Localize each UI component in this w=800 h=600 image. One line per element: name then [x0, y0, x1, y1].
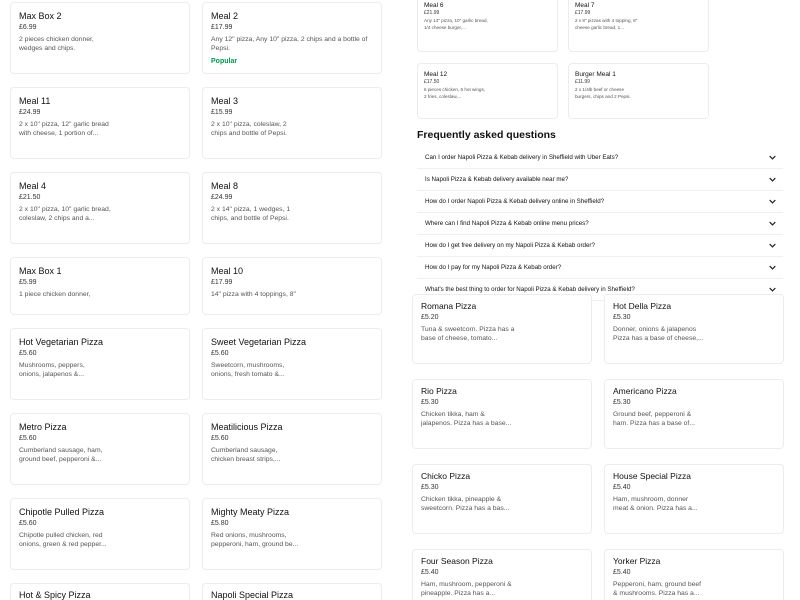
menu-item-card[interactable]	[10, 2, 190, 74]
menu-item-name: Four Season Pizza	[421, 556, 493, 566]
menu-item-description: 2 x 14" pizza, 1 wedges, 1 chips, and bottle of Pepsi.	[211, 206, 291, 222]
menu-item-description: Ground beef, pepperoni & ham. Pizza has a base of...	[613, 411, 695, 427]
menu-item-card[interactable]	[202, 498, 382, 570]
menu-item-card[interactable]	[412, 464, 592, 534]
menu-item-name: Mighty Meaty Pizza	[211, 507, 290, 517]
menu-item-card[interactable]	[202, 87, 382, 159]
menu-item-name: Americano Pizza	[613, 386, 677, 396]
menu-item-price: £17.99	[575, 10, 591, 16]
menu-item-card[interactable]	[10, 583, 190, 600]
chevron-down-icon[interactable]	[767, 219, 777, 229]
menu-item-description: 2 pieces chicken donner, wedges and chips.	[19, 36, 94, 52]
menu-item-price: £5.20	[421, 314, 439, 321]
chevron-down-icon[interactable]	[767, 241, 777, 251]
chevron-down-icon[interactable]	[767, 153, 777, 163]
menu-item-description: Sweetcorn, mushrooms, onions, fresh tomato &...	[211, 362, 285, 378]
menu-item-description: Cumberland sausage, ham, ground beef, pepperoni &...	[19, 447, 103, 463]
menu-item-card[interactable]	[10, 87, 190, 159]
faq-item[interactable]	[417, 257, 783, 279]
faq-item[interactable]	[417, 147, 783, 169]
menu-item-price: £24.99	[19, 109, 41, 116]
menu-item-card[interactable]	[10, 328, 190, 400]
menu-item-name: Meal 8	[211, 181, 239, 191]
menu-item-name: Hot Vegetarian Pizza	[19, 337, 104, 347]
menu-item-card[interactable]	[417, 0, 558, 52]
menu-item-price: £5.40	[613, 569, 631, 576]
menu-item-name: Sweet Vegetarian Pizza	[211, 337, 307, 347]
menu-item-name: Meal 7	[575, 2, 595, 9]
menu-item-name: Burger Meal 1	[575, 71, 616, 78]
menu-item-price: £21.50	[19, 194, 41, 201]
faq-heading: Frequently asked questions	[417, 129, 556, 141]
faq-item[interactable]	[417, 169, 783, 191]
menu-item-name: Chipotle Pulled Pizza	[19, 507, 105, 517]
menu-item-description: 2 x 1/4lb beef or cheese burgers, chips and 2 Pepsi.	[575, 87, 631, 99]
menu-item-name: Hot Della Pizza	[613, 301, 672, 311]
faq-question: What's the best thing to order for Napoli Pizza & Kebab delivery in Sheffield?	[425, 286, 635, 293]
menu-item-name: Metro Pizza	[19, 422, 67, 432]
menu-item-card[interactable]	[202, 583, 382, 600]
menu-item-card[interactable]	[202, 328, 382, 400]
menu-item-description: Red onions, mushrooms, pepperoni, ham, ground be...	[211, 532, 299, 548]
faq-question: How do I order Napoli Pizza & Kebab delivery online in Sheffield?	[425, 198, 605, 205]
menu-item-name: Max Box 1	[19, 266, 62, 276]
menu-item-card[interactable]	[10, 413, 190, 485]
menu-item-price: £21.99	[424, 10, 440, 16]
menu-item-name: Yorker Pizza	[613, 556, 661, 566]
menu-item-price: £5.40	[421, 569, 439, 576]
menu-item-description: 6 pieces chicken, 6 hot wings, 2 fries, coleslaw,...	[424, 87, 486, 99]
menu-item-price: £17.50	[424, 79, 440, 85]
menu-item-price: £6.99	[19, 24, 37, 31]
menu-item-price: £5.60	[19, 520, 37, 527]
menu-item-name: Romana Pizza	[421, 301, 477, 311]
faq-question: How do I get free delivery on my Napoli Pizza & Kebab order?	[425, 242, 595, 249]
menu-item-price: £5.30	[613, 314, 631, 321]
menu-item-card[interactable]	[412, 549, 592, 600]
menu-item-description: 2 x 10" pizza, 12" garlic bread with cheese, 1 portion of...	[19, 121, 109, 137]
menu-item-name: Hot & Spicy Pizza	[19, 590, 91, 600]
menu-item-price: £5.60	[19, 435, 37, 442]
menu-item-card[interactable]	[202, 413, 382, 485]
menu-item-card[interactable]	[202, 257, 382, 315]
menu-item-name: House Special Pizza	[613, 471, 691, 481]
menu-item-description: Ham, mushroom, pepperoni & pineapple. Pizza has a...	[421, 581, 512, 597]
menu-item-name: Napoli Special Pizza	[211, 590, 294, 600]
menu-item-name: Meal 4	[19, 181, 47, 191]
faq-question: How do I pay for my Napoli Pizza & Kebab order?	[425, 264, 562, 271]
faq-item[interactable]	[417, 235, 783, 257]
menu-item-name: Rio Pizza	[421, 386, 457, 396]
menu-item-price: £15.99	[211, 109, 233, 116]
menu-item-card[interactable]	[568, 0, 709, 52]
menu-item-price: £5.60	[211, 435, 229, 442]
menu-item-description: Chicken tikka, ham & jalapenos. Pizza has a base...	[421, 411, 512, 427]
menu-item-description: 14" pizza with 4 toppings, 8"	[211, 291, 296, 298]
chevron-down-icon[interactable]	[767, 175, 777, 185]
menu-item-price: £24.99	[211, 194, 233, 201]
faq-question: Is Napoli Pizza & Kebab delivery available near me?	[425, 176, 569, 183]
menu-item-description: Chipotle pulled chicken, red onions, green & red pepper...	[19, 532, 107, 548]
menu-item-name: Meal 11	[19, 96, 51, 106]
menu-item-description: Mushrooms, peppers, onions, jalapenos &...	[19, 362, 85, 378]
menu-item-description: 2 x 8" pizzas with 4 topping, 8" cheese garlic bread, 1...	[575, 18, 638, 30]
menu-item-name: Meatilicious Pizza	[211, 422, 283, 432]
menu-item-description: Tuna & sweetcorn. Pizza has a base of cheese, tomato...	[421, 326, 515, 342]
menu-item-name: Meal 10	[211, 266, 244, 276]
menu-item-card[interactable]	[202, 172, 382, 244]
faq-question: Can I order Napoli Pizza & Kebab delivery in Sheffield with Uber Eats?	[425, 154, 619, 161]
faq-question: Where can I find Napoli Pizza & Kebab online menu prices?	[425, 220, 589, 227]
menu-item-name: Meal 6	[424, 2, 444, 9]
menu-item-name: Chicko Pizza	[421, 471, 471, 481]
menu-item-card[interactable]	[604, 294, 784, 364]
menu-item-price: £17.99	[211, 24, 233, 31]
chevron-down-icon[interactable]	[767, 197, 777, 207]
menu-item-card[interactable]	[604, 464, 784, 534]
menu-item-description: 1 piece chicken donner,	[19, 291, 91, 298]
chevron-down-icon[interactable]	[767, 285, 777, 295]
menu-item-name: Meal 2	[211, 11, 239, 21]
menu-item-description: Pepperoni, ham, ground beef & mushrooms. Pizza has a...	[613, 581, 702, 597]
menu-item-card[interactable]	[568, 63, 709, 119]
faq-item[interactable]	[417, 191, 783, 213]
menu-item-card[interactable]	[412, 294, 592, 364]
menu-item-card[interactable]	[10, 172, 190, 244]
menu-item-name: Meal 12	[424, 71, 448, 78]
chevron-down-icon[interactable]	[767, 263, 777, 273]
menu-item-price: £5.60	[211, 350, 229, 357]
menu-item-card[interactable]	[412, 379, 592, 449]
menu-item-card[interactable]	[417, 63, 558, 119]
menu-item-card[interactable]	[202, 2, 382, 74]
menu-item-price: £5.60	[19, 350, 37, 357]
menu-item-name: Meal 3	[211, 96, 239, 106]
menu-item-price: £5.30	[613, 399, 631, 406]
menu-item-description: Chicken tikka, pineapple & sweetcorn. Pizza has a bas...	[421, 496, 510, 512]
menu-item-description: Donner, onions & jalapenos Pizza has a base of cheese,...	[613, 326, 704, 342]
menu-item-description: Cumberland sausage, chicken breast strips,...	[211, 447, 281, 463]
menu-item-card[interactable]	[604, 379, 784, 449]
menu-item-card[interactable]	[10, 498, 190, 570]
menu-item-price: £5.30	[421, 484, 439, 491]
menu-item-card[interactable]	[604, 549, 784, 600]
faq-item[interactable]	[417, 213, 783, 235]
menu-item-name: Max Box 2	[19, 11, 62, 21]
menu-item-price: £5.80	[211, 520, 229, 527]
menu-item-description: 2 x 10" pizza, coleslaw, 2 chips and bottle of Pepsi.	[211, 121, 287, 137]
menu-item-price: £17.99	[211, 279, 233, 286]
menu-item-price: £5.40	[613, 484, 631, 491]
popular-badge: Popular	[211, 58, 238, 65]
menu-item-description: Any 12" pizza, Any 10" pizza, 2 chips and a bottle of Pepsi.	[211, 36, 368, 52]
menu-item-card[interactable]	[10, 257, 190, 315]
menu-item-price: £5.99	[19, 279, 37, 286]
menu-item-price: £5.30	[421, 399, 439, 406]
menu-item-description: Any 14" pizza, 10" garlic bread, 1/4 cheese burger,...	[424, 18, 488, 30]
menu-item-description: 2 x 10" pizza, 10" garlic bread, coleslaw, 2 chips and a...	[19, 206, 111, 222]
menu-item-description: Ham, mushroom, donner meat & onion. Pizza has a...	[613, 496, 698, 512]
menu-item-price: £11.99	[575, 79, 590, 85]
